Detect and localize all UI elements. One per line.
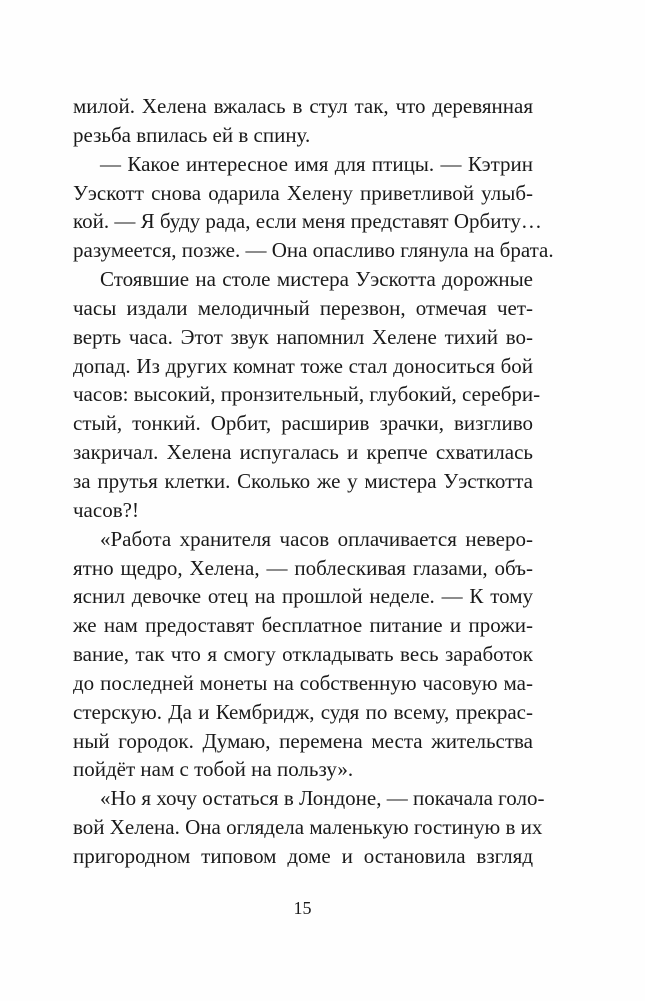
text-line: за прутья клетки. Сколько же у мистера Уэсткотта <box>73 468 533 493</box>
text-line: Уэскотт снова одарила Хелену приветливой улыб- <box>73 180 533 205</box>
text-line: милой. Хелена вжалась в стул так, что деревянная <box>73 94 533 118</box>
text-line: резьба впилась ей в спину. <box>73 122 311 147</box>
text-line: вание, так что я смогу откладывать весь заработок <box>73 642 533 667</box>
text-line: — Какое интересное имя для птицы. — Кэтрин <box>100 151 533 176</box>
text-line: «Но я хочу остаться в Лондоне, — покачала голо- <box>100 786 545 811</box>
text-line: ятно щедро, Хелена, — поблескивая глазами, объ- <box>73 555 533 580</box>
text-line: вой Хелена. Она оглядела маленькую гостиную в их <box>73 815 543 840</box>
text-line: закричал. Хелена испугалась и крепче схватилась <box>73 440 533 465</box>
body-text <box>73 92 554 871</box>
text-line: допад. Из других комнат тоже стал доноситься бой <box>73 353 533 378</box>
text-line: Стоявшие на столе мистера Уэскотта дорожные <box>100 267 533 292</box>
text-line: разумеется, позже. — Она опасливо глянула на брата. <box>73 238 554 263</box>
text-line: стый, тонкий. Орбит, расширив зрачки, визгливо <box>73 411 533 436</box>
text-line: «Работа хранителя часов оплачивается неверо- <box>100 526 533 551</box>
text-line: же нам предоставят бесплатное питание и прожи- <box>73 613 533 638</box>
text-line: часов?! <box>73 497 139 522</box>
text-line: до последней монеты на собственную часовую ма- <box>73 670 533 695</box>
text-line: часы издали мелодичный перезвон, отмечая чет- <box>73 295 533 320</box>
text-line: пригородном типовом доме и остановила взгляд <box>73 843 533 868</box>
text-line: пойдёт нам с тобой на пользу». <box>73 757 354 782</box>
page-number: 15 <box>293 898 312 918</box>
text-line: яснил девочке отец на прошлой неделе. — К тому <box>73 584 533 609</box>
text-line: ный городок. Думаю, перемена места жительства <box>73 728 533 753</box>
text-line: стерскую. Да и Кембридж, судя по всему, прекрас- <box>73 699 533 724</box>
text-line: часов: высокий, пронзительный, глубокий, серебри- <box>73 382 541 407</box>
text-line: верть часа. Этот звук напомнил Хелене тихий во- <box>73 324 533 349</box>
text-line: кой. — Я буду рада, если меня представят Орбиту… <box>73 209 542 234</box>
